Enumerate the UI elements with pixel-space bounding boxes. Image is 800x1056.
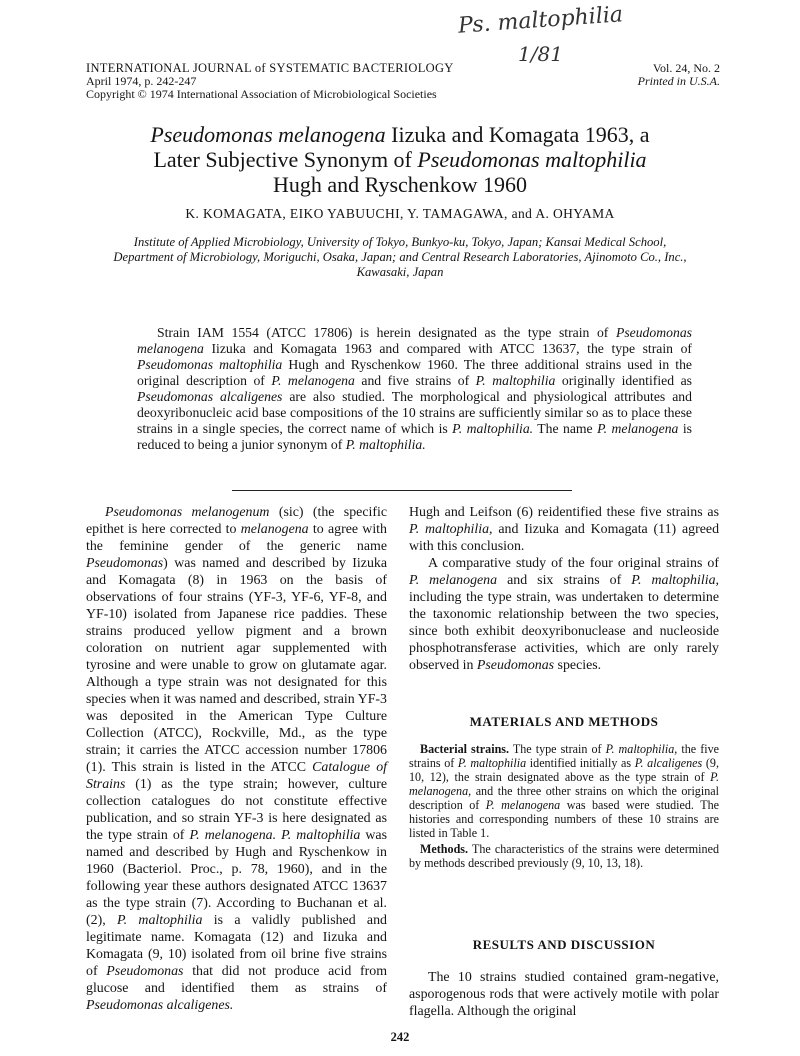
- catalogue-title: Catalogue of Strains: [86, 760, 387, 792]
- title-line1-text: Iizuka and Komagata 1963, a: [385, 122, 650, 147]
- species-name: P. melanogena,: [409, 770, 719, 798]
- body-text: species.: [554, 658, 602, 673]
- right-column: [409, 504, 719, 674]
- abstract-species: Pseudomonas melanogena: [137, 325, 692, 356]
- left-column: [86, 504, 387, 1014]
- copyright-line: Copyright © 1974 International Association of Microbiological Societies: [86, 87, 437, 101]
- body-text: (9, 10, 12), the strain designated above as the type strain of: [409, 756, 719, 784]
- page-number: 242: [390, 1030, 410, 1044]
- strains-label: Bacterial strains.: [420, 742, 510, 756]
- results-paragraph: The 10 strains studied contained gram-negative, asporogenous rods that were actively motile with polar flagella. Although the original: [409, 970, 719, 1019]
- species-name: P. alcaligenes: [634, 756, 703, 770]
- methods-heading: MATERIALS AND METHODS: [469, 714, 659, 729]
- abstract-text: The name: [533, 421, 598, 436]
- methods-paragraph: [409, 842, 719, 870]
- abstract-species: Pseudomonas maltophilia: [137, 357, 283, 372]
- species-name: Pseudomonas: [86, 556, 164, 571]
- abstract-text: is reduced to being a junior synonym of: [137, 421, 692, 452]
- species-name: melanogena: [240, 522, 309, 537]
- body-text: is a validly published and legitimate name. Komagata (12) and Iizuka and Komagata (9, 10) isolated from oil brine five strains of: [86, 913, 387, 979]
- body-text: was based were studied. The histories and corresponding numbers of these 10 strains are listed in Table 1.: [409, 798, 720, 840]
- body-text: A comparative study of the four original strains of: [428, 556, 719, 571]
- abstract-species: Pseudomonas alcaligenes: [137, 389, 283, 404]
- affiliation: Institute of Applied Microbiology, University of Tokyo, Bunkyo-ku, Tokyo, Japan; Kansai Medical School, Department of Microbiology, Moriguchi, Osaka, Japan; and Central Research Laboratories, Ajinomoto Co., Inc., Kawasaki, Japan: [113, 235, 687, 279]
- handwritten-number: 1/81: [518, 42, 563, 66]
- species-name: Pseudomonas: [106, 964, 184, 979]
- body-text: (1) as the type strain; however, culture collection catalogues do not constitute effective publication, and so strain YF-3 is here designated as the type strain of: [86, 777, 387, 843]
- species-name: P. melanogena. P. maltophilia: [189, 828, 361, 843]
- abstract-species: P. maltophilia: [475, 373, 556, 388]
- body-text: that did not produce acid from glucose and identified them as strains of: [86, 964, 387, 996]
- body-text: and six strains of: [497, 573, 632, 588]
- continued-paragraph: [409, 504, 719, 555]
- author-list: K. KOMAGATA, EIKO YABUUCHI, Y. TAMAGAWA, and A. OHYAMA: [185, 206, 615, 221]
- article-title: [0, 122, 800, 197]
- study-paragraph: [409, 555, 719, 674]
- species-name: P. maltophilia: [457, 756, 527, 770]
- results-heading: RESULTS AND DISCUSSION: [472, 937, 656, 952]
- body-text: The type strain of: [509, 742, 606, 756]
- abstract-text: and five strains of: [354, 373, 476, 388]
- title-genus-italic-1: Pseudomonas melanogena: [150, 122, 386, 147]
- body-text: Hugh and Leifson (6) reidentified these five strains as: [409, 505, 719, 520]
- species-name: P. maltophilia,: [409, 522, 493, 537]
- body-text: and Iizuka and Komagata (11) agreed with this conclusion.: [409, 522, 720, 554]
- abstract-species: P. melanogena: [271, 373, 355, 388]
- body-text: was named and described by Hugh and Ryschenkow in 1960 (Bacteriol. Proc., p. 78, 1960), and in the following year these authors designated ATCC 13637 as the type strain (7). According to Buchanan et al. (2),: [86, 828, 388, 928]
- section-divider: [232, 490, 572, 491]
- body-text: identified initially as: [526, 756, 635, 770]
- methods-section: [409, 742, 719, 872]
- volume-info: [638, 62, 720, 88]
- species-name: Pseudomonas: [476, 658, 555, 673]
- title-genus-italic-2: Pseudomonas maltophilia: [417, 147, 647, 172]
- species-name: P. maltophilia,: [605, 742, 678, 756]
- species-name: Pseudomonas alcaligenes.: [86, 998, 234, 1013]
- intro-paragraph: [86, 504, 387, 1014]
- species-name: P. maltophilia,: [631, 573, 719, 588]
- issue-date: April 1974, p. 242-247: [86, 74, 197, 88]
- body-text: The characteristics of the strains were determined by methods described previously (9, 10, 13, 18).: [409, 842, 719, 870]
- body-text: the five strains of: [409, 742, 720, 770]
- species-name: P. maltophilia: [116, 913, 203, 928]
- title-line2-text: Later Subjective Synonym of: [153, 147, 418, 172]
- abstract-species: P. maltophilia.: [452, 421, 534, 436]
- abstract-species: P. melanogena: [597, 421, 679, 436]
- journal-name: INTERNATIONAL JOURNAL of SYSTEMATIC BACTERIOLOGY: [86, 61, 454, 75]
- body-text: and the three other strains on which the original description of: [409, 784, 719, 812]
- strains-paragraph: [409, 742, 719, 840]
- abstract-text: Hugh and Ryschenkow 1960. The three additional strains used in the original description of: [137, 357, 692, 388]
- body-text: (sic) (the specific epithet is here corrected to: [86, 505, 387, 537]
- abstract-species: P. maltophilia.: [345, 437, 426, 452]
- methods-label: Methods.: [420, 842, 469, 856]
- volume-number: Vol. 24, No. 2: [652, 61, 720, 75]
- body-text: including the type strain, was undertaken to determine the taxonomic relationship between the two species, since both exhibit deoxyribonuclease and nucleoside phosphotransferase activities, which are only rarely observed in: [409, 590, 719, 673]
- species-name: Pseudomonas melanogenum: [105, 505, 270, 520]
- handwritten-species: Ps. maltophilia: [457, 2, 624, 39]
- printed-location: Printed in U.S.A.: [637, 74, 720, 88]
- title-line3-text: Hugh and Ryschenkow 1960: [273, 172, 527, 197]
- abstract-text: Iizuka and Komagata 1963 and compared with ATCC 13637, the type strain of: [203, 341, 692, 356]
- species-name: P. melanogena: [409, 573, 498, 588]
- abstract: [137, 325, 692, 453]
- abstract-text: originally identified as: [555, 373, 693, 388]
- abstract-text: are also studied. The morphological and physiological attributes and deoxyribonucleic acid base compositions of the 10 strains are sufficiently similar so as to place these strains in a single species, the correct name of which is: [137, 389, 692, 436]
- journal-header: [86, 62, 726, 101]
- results-section: [409, 969, 719, 1020]
- abstract-text: Strain IAM 1554 (ATCC 17806) is herein designated as the type strain of: [157, 325, 616, 340]
- body-text: ) was named and described by Iizuka and Komagata (8) in 1963 on the basis of observations of four strains (YF-3, YF-6, YF-8, and YF-10) isolated from Japanese rice paddies. These strains produced yellow pigment and a brown coloration on nutrient agar supplemented with tyrosine and were unable to grow on glutamate agar. Although a type strain was not designated for this species when it was named and described, strain YF-3 was deposited in the American Type Culture Collection (ATCC), Rockville, Md., as the type strain; it carries the ATCC accession number 17806 (1). This strain is listed in the ATCC: [86, 556, 387, 775]
- species-name: P. melanogena: [485, 798, 561, 812]
- body-text: to agree with the feminine gender of the generic name: [86, 522, 387, 554]
